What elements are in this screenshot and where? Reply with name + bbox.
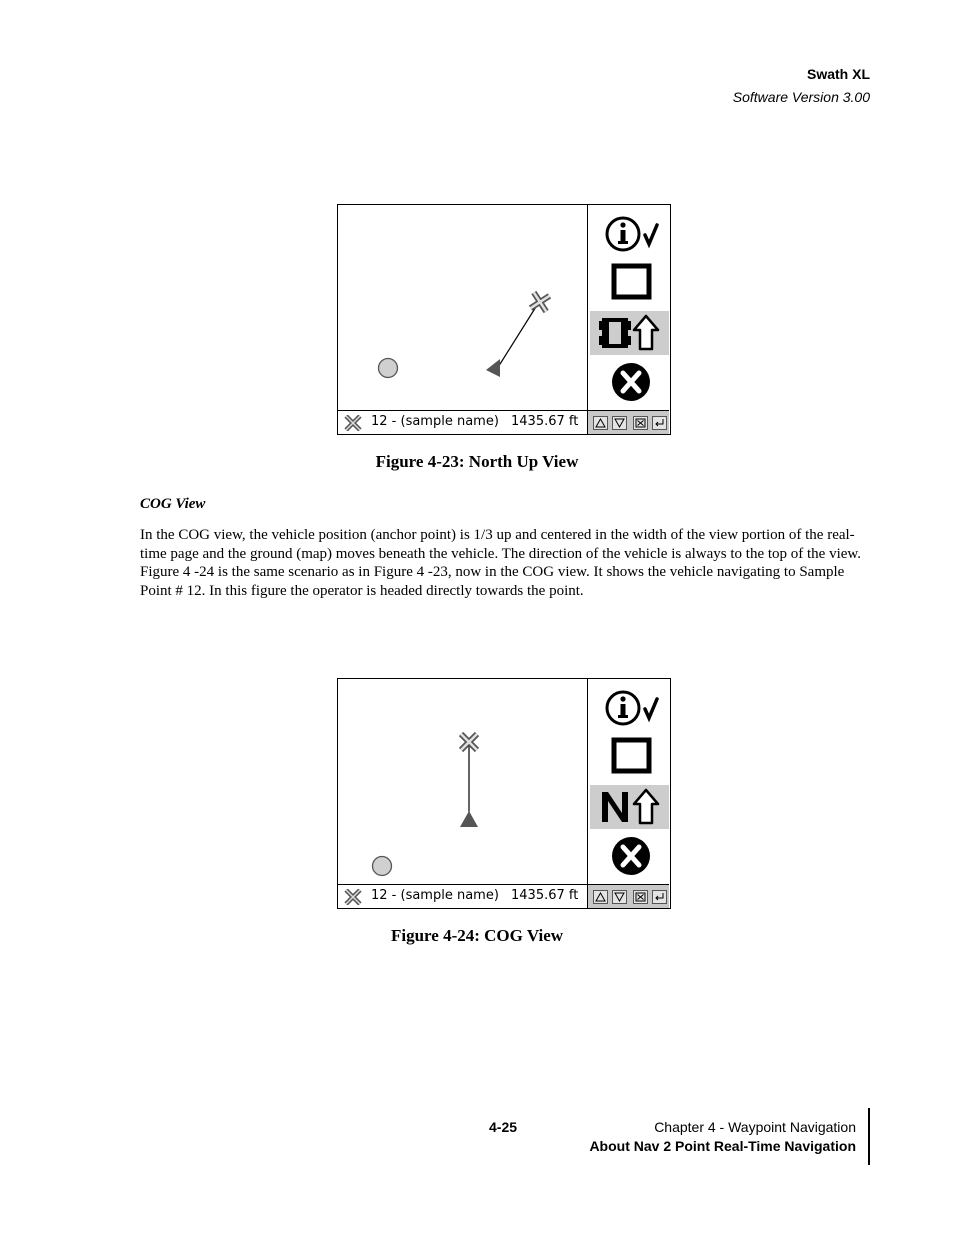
info-check-button[interactable] [590, 211, 669, 255]
footer-divider [868, 1108, 870, 1165]
map-graphics [338, 679, 586, 884]
triangle-up-icon [595, 418, 606, 428]
enter-button[interactable] [652, 890, 667, 904]
waypoint-x-icon [344, 415, 362, 431]
orientation-toggle-button[interactable] [590, 311, 669, 355]
info-check-button[interactable] [590, 685, 669, 729]
header-version: Software Version 3.00 [732, 89, 870, 105]
section-heading: COG View [140, 496, 206, 512]
close-x-icon [590, 833, 669, 877]
scroll-down-button[interactable] [612, 890, 627, 904]
enter-arrow-icon [654, 418, 665, 428]
close-button[interactable] [590, 833, 669, 877]
map-graphics [338, 205, 586, 410]
close-x-icon [590, 359, 669, 403]
map-view [338, 205, 588, 410]
boxed-x-icon [635, 892, 646, 902]
figure-caption: Figure 4-23: North Up View [375, 452, 579, 471]
square-view-button[interactable] [590, 259, 669, 303]
map-view [338, 679, 588, 884]
body-paragraph: In the COG view, the vehicle position (anchor point) is 1/3 up and centered in the width of the view portion of the real-time page and the ground (map) moves beneath the vehicle. The direction of the vehicle is always to the top of the view. Figure 4 -24 is the same scenario as in Figure 4 -23, now in the COG view. It shows the vehicle navigating to Sample Point # 12. In this figure the operator is headed directly towards the point. [140, 527, 862, 599]
orientation-toggle-button[interactable] [590, 785, 669, 829]
scroll-up-button[interactable] [593, 890, 608, 904]
vehicle-marker [460, 811, 478, 827]
close-button[interactable] [590, 359, 669, 403]
header-product: Swath XL [806, 66, 870, 82]
waypoint-distance: 1435.67 ft [511, 414, 579, 429]
clear-button[interactable] [633, 890, 648, 904]
cog-view-screen [337, 678, 671, 909]
square-icon [590, 733, 669, 777]
info-check-icon [590, 211, 669, 255]
reference-point-marker [379, 359, 398, 378]
enter-button[interactable] [652, 416, 667, 430]
cog-mode-icon [590, 311, 669, 355]
scroll-down-button[interactable] [612, 416, 627, 430]
side-toolbar [588, 205, 669, 410]
triangle-down-icon [614, 418, 625, 428]
side-toolbar [588, 679, 669, 884]
vehicle-marker [486, 359, 500, 377]
square-view-button[interactable] [590, 733, 669, 777]
status-bar [338, 884, 588, 908]
nav-line [495, 302, 539, 372]
scroll-up-button[interactable] [593, 416, 608, 430]
waypoint-target-icon [531, 293, 550, 312]
triangle-up-icon [595, 892, 606, 902]
status-controls [588, 884, 669, 908]
reference-point-marker [373, 857, 392, 876]
waypoint-distance: 1435.67 ft [511, 888, 579, 903]
square-icon [590, 259, 669, 303]
enter-arrow-icon [654, 892, 665, 902]
waypoint-x-icon [344, 889, 362, 905]
footer-chapter: Chapter 4 - Waypoint Navigation [654, 1119, 856, 1135]
status-bar [338, 410, 588, 434]
triangle-down-icon [614, 892, 625, 902]
north-up-screen [337, 204, 671, 435]
waypoint-name: 12 - (sample name) [371, 414, 499, 429]
info-check-icon [590, 685, 669, 729]
page-number: 4-25 [489, 1119, 518, 1135]
clear-button[interactable] [633, 416, 648, 430]
boxed-x-icon [635, 418, 646, 428]
waypoint-name: 12 - (sample name) [371, 888, 499, 903]
figure-caption: Figure 4-24: COG View [390, 926, 564, 945]
footer-section: About Nav 2 Point Real-Time Navigation [589, 1138, 856, 1154]
north-up-mode-icon [590, 785, 669, 829]
status-controls [588, 410, 669, 434]
